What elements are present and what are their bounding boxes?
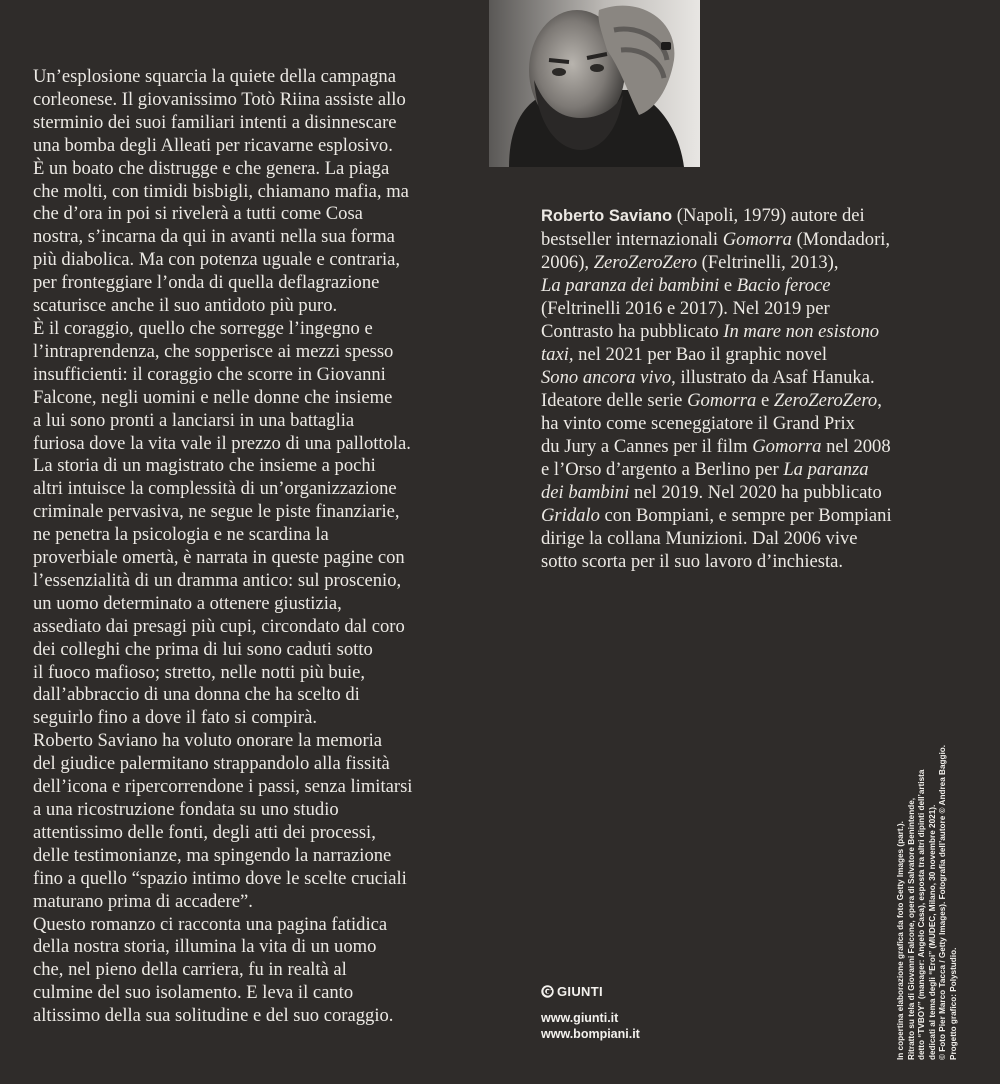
bio-line: bestseller internazionali Gomorra (Mondadori, <box>541 229 891 250</box>
bio-line: du Jury a Cannes per il film Gomorra nel 2008 <box>541 436 891 457</box>
cover-credits <box>896 730 960 1060</box>
blurb-line: dell’icona e ripercorrendone i passi, senza limitarsi <box>33 776 413 798</box>
bio-line: Gridalo con Bompiani, e sempre per Bompiani <box>541 505 892 526</box>
publisher-name: GIUNTI <box>557 984 603 999</box>
bio-line: dirige la collana Munizioni. Dal 2006 vive <box>541 528 858 549</box>
credit-line: detto “TVBOY” (manager: Angelo Casa), esposta tra altri dipinti dell’artista <box>917 769 927 1060</box>
bio-line: 2006), ZeroZeroZero (Feltrinelli, 2013), <box>541 252 839 273</box>
bio-line: La paranza dei bambini e Bacio feroce <box>541 275 831 296</box>
website-link-giunti[interactable]: www.giunti.it <box>541 1011 619 1025</box>
credit-line: In copertina elaborazione grafica da foto Getty Images (part.). <box>896 821 905 1060</box>
giunti-g-logo-icon <box>541 985 554 998</box>
blurb-line: È un boato che distrugge e che genera. La piaga <box>33 157 390 179</box>
blurb-line: È il coraggio, quello che sorregge l’ingegno e <box>33 317 373 339</box>
bio-line: Ideatore delle serie Gomorra e ZeroZeroZero, <box>541 390 882 411</box>
blurb-line: proverbiale omertà, è narrata in queste pagine con <box>33 547 405 569</box>
blurb-line: per fronteggiare l’onda di quella deflagrazione <box>33 272 380 294</box>
bio-line: ha vinto come sceneggiatore il Grand Prix <box>541 413 855 434</box>
credit-line: Progetto grafico: Polystudio. <box>948 947 958 1060</box>
blurb-line: Un’esplosione squarcia la quiete della campagna <box>33 66 396 87</box>
blurb-line: dall’abbraccio di una donna che ha scelto di <box>33 684 360 706</box>
author-bio <box>541 204 941 573</box>
blurb-line: Questo romanzo ci racconta una pagina fatidica <box>33 913 388 935</box>
blurb-line: a una ricostruzione fondata su uno studio <box>33 799 339 820</box>
blurb-line: delle testimonianze, ma spingendo la narrazione <box>33 844 392 866</box>
bio-line: (Feltrinelli 2016 e 2017). Nel 2019 per <box>541 298 830 319</box>
bio-line: Contrasto ha pubblicato In mare non esistono <box>541 321 880 342</box>
blurb-line: che, nel pieno della carriera, fu in realtà al <box>33 959 347 981</box>
bio-line: Roberto Saviano (Napoli, 1979) autore dei <box>541 205 865 226</box>
publisher-websites <box>541 1010 640 1042</box>
blurb-line: nostra, s’incarna da qui in avanti nella sua forma <box>33 226 395 248</box>
blurb-line: insufficienti: il coraggio che scorre in Giovanni <box>33 363 386 385</box>
blurb-line: maturano prima di accadere”. <box>33 890 253 912</box>
blurb-line: che molti, con timidi bisbigli, chiamano mafia, ma <box>33 180 409 202</box>
blurb-line: altri intuisce la complessità di un’organizzazione <box>33 478 397 500</box>
blurb-line: il fuoco mafioso; stretto, nelle notti più buie, <box>33 661 366 683</box>
blurb-line: attentissimo delle fonti, degli atti dei processi, <box>33 821 376 843</box>
book-blurb <box>33 66 443 1028</box>
blurb-line: corleonese. Il giovanissimo Totò Riina assiste allo <box>33 88 406 110</box>
website-link-bompiani[interactable]: www.bompiani.it <box>541 1027 640 1041</box>
blurb-line: più diabolica. Ma con potenza uguale e contraria, <box>33 249 401 271</box>
blurb-line: Falcone, negli uomini e nelle donne che insieme <box>33 386 393 408</box>
blurb-line: seguirlo fino a dove il fato si compirà. <box>33 707 317 729</box>
blurb-line: sterminio dei suoi familiari intenti a disinnescare <box>33 111 397 133</box>
credit-line: dedicati al tema degli “Eroi” (MUDEC, Milano, 30 novembre 2021). <box>927 804 937 1060</box>
blurb-line: La storia di un magistrato che insieme a pochi <box>33 455 376 477</box>
author-photo <box>489 0 700 167</box>
author-portrait-image <box>489 0 700 167</box>
blurb-line: che d’ora in poi si rivelerà a tutti come Cosa <box>33 203 363 225</box>
bio-line: taxi, nel 2021 per Bao il graphic novel <box>541 344 828 365</box>
blurb-line: Roberto Saviano ha voluto onorare la memoria <box>33 730 383 752</box>
blurb-line: del giudice palermitano strappandolo alla fissità <box>33 753 390 775</box>
blurb-line: una bomba degli Alleati per ricavarne esplosivo. <box>33 134 393 156</box>
blurb-line: l’intraprendenza, che sopperisce ai mezzi spesso <box>33 340 394 362</box>
blurb-line: scaturisce anche il suo antidoto più puro. <box>33 295 338 317</box>
blurb-line: un uomo determinato a ottenere giustizia, <box>33 592 342 614</box>
bio-line: e l’Orso d’argento a Berlino per La paranza <box>541 459 869 480</box>
publisher-logo <box>541 984 603 999</box>
author-name: Roberto Saviano <box>541 207 673 225</box>
credit-line: © Foto Pier Marco Tacca / Getty Images). Fotografia dell’autore © Andrea Baggio. <box>938 744 948 1060</box>
blurb-line: dei colleghi che prima di lui sono caduti sotto <box>33 638 373 660</box>
bio-line: dei bambini nel 2019. Nel 2020 ha pubblicato <box>541 482 882 503</box>
blurb-line: altissimo della sua solitudine e del suo coraggio. <box>33 1005 394 1027</box>
blurb-line: a lui sono pronti a lanciarsi in una battaglia <box>33 409 355 431</box>
blurb-line: fino a quello “spazio intimo dove le scelte cruciali <box>33 867 407 889</box>
blurb-line: criminale pervasiva, ne segue le piste finanziarie, <box>33 501 400 523</box>
blurb-line: culmine del suo isolamento. E leva il canto <box>33 982 354 1004</box>
blurb-line: della nostra storia, illumina la vita di un uomo <box>33 936 377 958</box>
bio-line: Sono ancora vivo, illustrato da Asaf Hanuka. <box>541 367 875 388</box>
blurb-line: l’essenzialità di un dramma antico: sul proscenio, <box>33 569 402 591</box>
blurb-line: furiosa dove la vita vale il prezzo di una pallottola. <box>33 432 411 454</box>
blurb-line: assediato dai presagi più cupi, circondato dal coro <box>33 615 405 637</box>
blurb-line: ne penetra la psicologia e ne scardina la <box>33 524 329 546</box>
bio-line: sotto scorta per il suo lavoro d’inchiesta. <box>541 551 844 572</box>
credit-line: Ritratto su tela di Giovanni Falcone, opera di Salvatore Benintende, <box>906 797 916 1060</box>
